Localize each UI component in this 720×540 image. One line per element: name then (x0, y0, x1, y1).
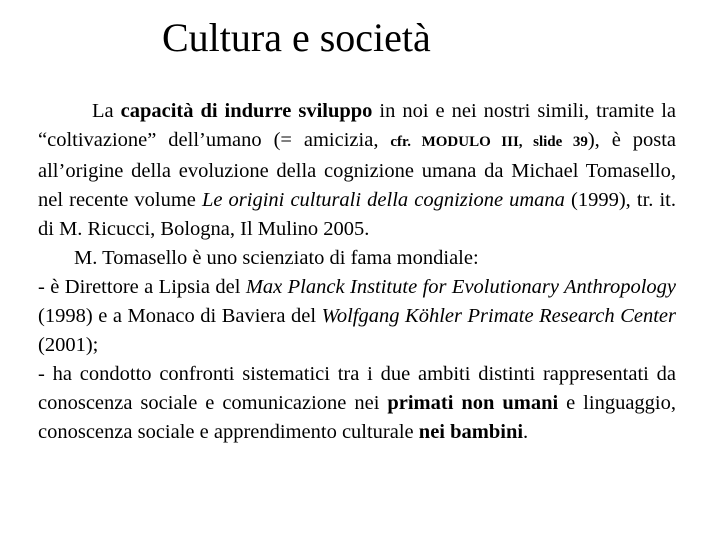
intro-text-1: La (92, 100, 121, 122)
intro-text-3: ), è posta all’origine della evoluzione della cognizione umana da Michael Tomasello, nel recente volume (38, 129, 676, 211)
non-human-primates: primati non umani (387, 392, 559, 414)
slide-body (38, 97, 676, 447)
director-text-1: - è Direttore a Lipsia del (38, 276, 246, 298)
book-title: Le origini culturali della cognizione umana (201, 189, 565, 211)
director-text-2: (1998) e a Monaco di Baviera del (38, 305, 322, 327)
research-text-1: - ha condotto confronti sistematici tra i due ambiti distinti rappresentati da conoscenza sociale e comunicazione nei (38, 363, 676, 414)
kohler-center: Wolfgang Köhler Primate Research Center (321, 305, 676, 327)
in-children: nei bambini (418, 421, 524, 443)
page-title: Cultura e società (162, 15, 431, 60)
intro-text-2: in noi e nei nostri simili, tramite la “coltivazione” dell’umano (= amicizia, (38, 100, 676, 151)
module-reference: cfr. MODULO III, slide 39 (390, 134, 588, 150)
max-planck-institute: Max Planck Institute for Evolutionary Anthropology (245, 276, 676, 298)
research-text-2: e linguaggio, conoscenza sociale e apprendimento culturale (38, 392, 676, 443)
research-text-3: . (523, 421, 529, 443)
paragraph-intro (38, 97, 676, 244)
intro-text-4: (1999), tr. it. di M. Ricucci, Bologna, Il Mulino 2005. (38, 189, 677, 240)
intro-bold-phrase: capacità di indurre sviluppo (120, 100, 373, 122)
director-text-3: (2001); (38, 334, 99, 356)
paragraph-tomasello (38, 244, 676, 273)
paragraph-director (38, 273, 676, 360)
tomasello-text: M. Tomasello è uno scienziato di fama mondiale: (74, 247, 479, 269)
paragraph-research (38, 360, 676, 447)
